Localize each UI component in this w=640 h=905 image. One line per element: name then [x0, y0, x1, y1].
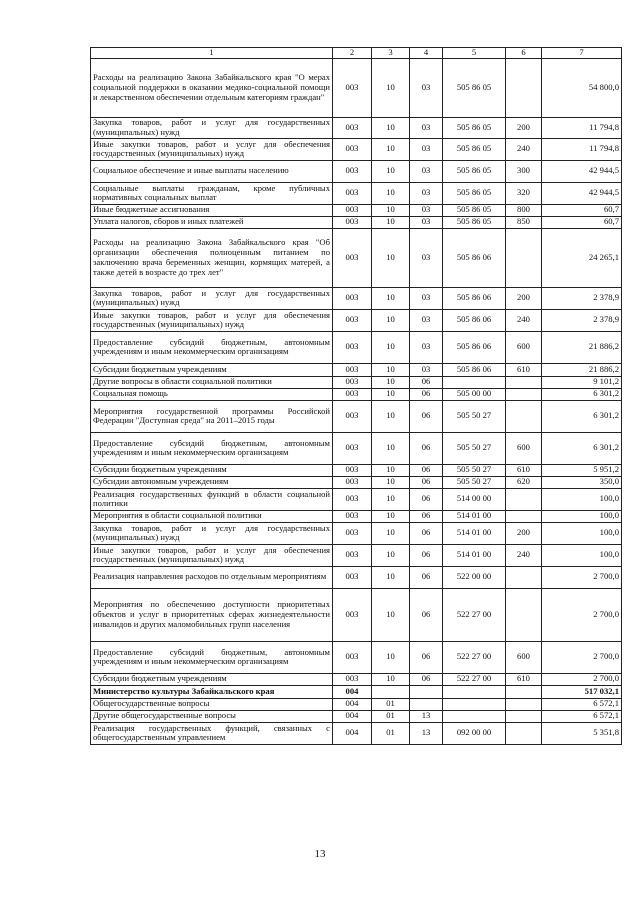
cell-subsection-code: 06: [410, 673, 443, 685]
table-row: [91, 522, 622, 544]
cell-target-article: [443, 685, 506, 698]
cell-amount: 6 301,2: [542, 388, 622, 400]
header-row: [91, 48, 622, 59]
cell-section-code: 10: [372, 544, 410, 566]
column-header: 1: [91, 48, 333, 59]
table-row: [91, 432, 622, 464]
column-header: 2: [333, 48, 372, 59]
row-name: Предоставление субсидий бюджетным, автономным учреждениям и иным некоммерческим организациям: [91, 331, 333, 363]
cell-amount: 11 794,8: [542, 117, 622, 138]
cell-subsection-code: 06: [410, 388, 443, 400]
table-row: [91, 138, 622, 160]
cell-target-article: 505 50 27: [443, 400, 506, 432]
cell-expense-type: [506, 228, 542, 287]
cell-section-code: 01: [372, 722, 410, 744]
row-name: Социальная помощь: [91, 388, 333, 400]
cell-subsection-code: 03: [410, 182, 443, 204]
cell-target-article: 505 86 05: [443, 160, 506, 182]
cell-expense-type: [506, 722, 542, 744]
row-name: Реализация государственных функций в области социальной политики: [91, 488, 333, 510]
cell-target-article: 505 50 27: [443, 464, 506, 476]
row-name: Субсидии бюджетным учреждениям: [91, 464, 333, 476]
row-name: Иные закупки товаров, работ и услуг для обеспечения государственных (муниципальных) нужд: [91, 544, 333, 566]
cell-ministry-code: 004: [333, 722, 372, 744]
cell-expense-type: [506, 488, 542, 510]
cell-subsection-code: 03: [410, 287, 443, 309]
cell-section-code: 10: [372, 58, 410, 117]
cell-amount: 42 944,5: [542, 182, 622, 204]
table-row: [91, 216, 622, 228]
cell-section-code: 10: [372, 566, 410, 588]
row-name: Расходы на реализацию Закона Забайкальского края "О мерах социальной поддержки в оказании медико-социальной помощи и лекарственном обеспечении отдельным категориям граждан": [91, 58, 333, 117]
cell-amount: 6 572,1: [542, 710, 622, 722]
table-row: [91, 476, 622, 488]
cell-amount: 11 794,8: [542, 138, 622, 160]
cell-expense-type: [506, 566, 542, 588]
table-row: [91, 544, 622, 566]
cell-ministry-code: 003: [333, 363, 372, 376]
row-name: Иные бюджетные ассигнования: [91, 204, 333, 216]
cell-amount: 60,7: [542, 216, 622, 228]
cell-target-article: 514 01 00: [443, 510, 506, 522]
row-name: Субсидии автономным учреждениям: [91, 476, 333, 488]
row-name: Иные закупки товаров, работ и услуг для обеспечения государственных (муниципальных) нужд: [91, 138, 333, 160]
table-row: [91, 673, 622, 685]
cell-amount: 21 886,2: [542, 331, 622, 363]
cell-subsection-code: 06: [410, 476, 443, 488]
cell-subsection-code: 06: [410, 400, 443, 432]
cell-section-code: 10: [372, 588, 410, 641]
cell-target-article: 092 00 00: [443, 722, 506, 744]
cell-section-code: 10: [372, 476, 410, 488]
cell-subsection-code: 06: [410, 566, 443, 588]
cell-expense-type: 200: [506, 117, 542, 138]
table-row: [91, 331, 622, 363]
row-name: Уплата налогов, сборов и иных платежей: [91, 216, 333, 228]
cell-section-code: 10: [372, 376, 410, 388]
cell-section-code: 10: [372, 138, 410, 160]
cell-subsection-code: 13: [410, 710, 443, 722]
cell-subsection-code: 06: [410, 376, 443, 388]
row-name: Министерство культуры Забайкальского края: [91, 685, 333, 698]
cell-amount: 60,7: [542, 204, 622, 216]
cell-target-article: 505 86 06: [443, 363, 506, 376]
cell-section-code: 10: [372, 432, 410, 464]
cell-ministry-code: 003: [333, 510, 372, 522]
row-name: Мероприятия в области социальной политики: [91, 510, 333, 522]
cell-subsection-code: 03: [410, 138, 443, 160]
row-name: Другие вопросы в области социальной политики: [91, 376, 333, 388]
cell-target-article: 522 27 00: [443, 641, 506, 673]
cell-target-article: 505 86 05: [443, 216, 506, 228]
cell-expense-type: [506, 588, 542, 641]
cell-ministry-code: 003: [333, 522, 372, 544]
table-row: [91, 204, 622, 216]
cell-target-article: 505 86 05: [443, 204, 506, 216]
table-row: [91, 641, 622, 673]
cell-subsection-code: 03: [410, 58, 443, 117]
row-name: Предоставление субсидий бюджетным, автономным учреждениям и иным некоммерческим организациям: [91, 641, 333, 673]
table-row: [91, 588, 622, 641]
cell-ministry-code: 003: [333, 544, 372, 566]
cell-ministry-code: 003: [333, 182, 372, 204]
cell-expense-type: 240: [506, 138, 542, 160]
cell-expense-type: [506, 58, 542, 117]
cell-expense-type: 850: [506, 216, 542, 228]
row-name: Расходы на реализацию Закона Забайкальского края "Об организации обеспечения полноценным питанием по заключению врача беременных женщин, кормящих матерей, а также детей в возрасте до трех лет": [91, 228, 333, 287]
cell-ministry-code: 003: [333, 588, 372, 641]
cell-subsection-code: 03: [410, 331, 443, 363]
row-name: Закупка товаров, работ и услуг для государственных (муниципальных) нужд: [91, 522, 333, 544]
cell-amount: 100,0: [542, 510, 622, 522]
cell-amount: 517 032,1: [542, 685, 622, 698]
cell-section-code: 10: [372, 400, 410, 432]
table-row: [91, 722, 622, 744]
cell-expense-type: 320: [506, 182, 542, 204]
cell-subsection-code: 06: [410, 464, 443, 476]
cell-subsection-code: 06: [410, 488, 443, 510]
table-row: [91, 309, 622, 331]
cell-ministry-code: 004: [333, 710, 372, 722]
cell-subsection-code: 06: [410, 522, 443, 544]
cell-subsection-code: 03: [410, 228, 443, 287]
cell-target-article: 522 27 00: [443, 588, 506, 641]
cell-expense-type: [506, 510, 542, 522]
cell-target-article: 505 00 00: [443, 388, 506, 400]
cell-target-article: 505 86 05: [443, 58, 506, 117]
row-name: Закупка товаров, работ и услуг для государственных (муниципальных) нужд: [91, 287, 333, 309]
cell-amount: 21 886,2: [542, 363, 622, 376]
cell-amount: 6 301,2: [542, 400, 622, 432]
cell-ministry-code: 003: [333, 331, 372, 363]
cell-section-code: 10: [372, 182, 410, 204]
cell-subsection-code: [410, 685, 443, 698]
cell-ministry-code: 003: [333, 432, 372, 464]
cell-target-article: 505 86 05: [443, 182, 506, 204]
cell-ministry-code: 003: [333, 566, 372, 588]
cell-expense-type: [506, 685, 542, 698]
cell-amount: 5 951,2: [542, 464, 622, 476]
cell-ministry-code: 003: [333, 138, 372, 160]
cell-target-article: 505 50 27: [443, 476, 506, 488]
table-row: [91, 400, 622, 432]
cell-amount: 2 378,9: [542, 287, 622, 309]
row-name: Социальное обеспечение и иные выплаты населению: [91, 160, 333, 182]
table-row: [91, 287, 622, 309]
cell-ministry-code: 003: [333, 376, 372, 388]
cell-target-article: [443, 376, 506, 388]
table-row: [91, 566, 622, 588]
row-name: Субсидии бюджетным учреждениям: [91, 363, 333, 376]
table-body: [91, 48, 622, 745]
cell-section-code: 10: [372, 228, 410, 287]
cell-target-article: 505 86 05: [443, 117, 506, 138]
cell-ministry-code: 003: [333, 673, 372, 685]
cell-amount: 2 700,0: [542, 673, 622, 685]
cell-target-article: 505 86 06: [443, 309, 506, 331]
cell-subsection-code: 03: [410, 309, 443, 331]
cell-section-code: 10: [372, 510, 410, 522]
cell-amount: 350,0: [542, 476, 622, 488]
cell-amount: 2 700,0: [542, 641, 622, 673]
cell-section-code: 10: [372, 204, 410, 216]
table-row: [91, 488, 622, 510]
cell-subsection-code: 06: [410, 510, 443, 522]
cell-subsection-code: 06: [410, 544, 443, 566]
table-row: [91, 464, 622, 476]
table-row: [91, 117, 622, 138]
cell-ministry-code: 003: [333, 228, 372, 287]
table-row: [91, 388, 622, 400]
cell-amount: 2 700,0: [542, 588, 622, 641]
cell-ministry-code: 003: [333, 641, 372, 673]
cell-target-article: 522 27 00: [443, 673, 506, 685]
cell-expense-type: 300: [506, 160, 542, 182]
cell-target-article: 505 86 06: [443, 228, 506, 287]
cell-subsection-code: 06: [410, 588, 443, 641]
cell-section-code: 01: [372, 710, 410, 722]
table-row: [91, 182, 622, 204]
cell-section-code: 10: [372, 464, 410, 476]
table-row: [91, 160, 622, 182]
cell-subsection-code: 03: [410, 160, 443, 182]
cell-expense-type: [506, 400, 542, 432]
cell-subsection-code: 03: [410, 204, 443, 216]
cell-expense-type: 600: [506, 331, 542, 363]
cell-target-article: 505 86 06: [443, 287, 506, 309]
cell-subsection-code: 06: [410, 432, 443, 464]
cell-section-code: 10: [372, 488, 410, 510]
row-name: Общегосударственные вопросы: [91, 698, 333, 710]
row-name: Мероприятия по обеспечению доступности приоритетных объектов и услуг в приоритетных сферах жизнедеятельности инвалидов и других маломобильных групп населения: [91, 588, 333, 641]
cell-subsection-code: 13: [410, 722, 443, 744]
cell-section-code: 10: [372, 388, 410, 400]
table-row: [91, 710, 622, 722]
cell-target-article: [443, 698, 506, 710]
cell-amount: 100,0: [542, 488, 622, 510]
cell-ministry-code: 003: [333, 160, 372, 182]
cell-section-code: 10: [372, 363, 410, 376]
cell-expense-type: 240: [506, 544, 542, 566]
table-row: [91, 510, 622, 522]
cell-section-code: 10: [372, 331, 410, 363]
cell-section-code: 10: [372, 673, 410, 685]
cell-expense-type: 610: [506, 363, 542, 376]
cell-ministry-code: 003: [333, 216, 372, 228]
cell-target-article: 514 00 00: [443, 488, 506, 510]
cell-expense-type: [506, 710, 542, 722]
cell-amount: 6 572,1: [542, 698, 622, 710]
cell-ministry-code: 003: [333, 287, 372, 309]
cell-target-article: [443, 710, 506, 722]
budget-table: [90, 47, 622, 745]
cell-expense-type: 600: [506, 641, 542, 673]
cell-section-code: 01: [372, 698, 410, 710]
column-header: 3: [372, 48, 410, 59]
cell-section-code: 10: [372, 309, 410, 331]
page-number: 13: [314, 848, 326, 860]
row-name: Реализация направления расходов по отдельным мероприятиям: [91, 566, 333, 588]
cell-expense-type: [506, 388, 542, 400]
cell-amount: 9 101,2: [542, 376, 622, 388]
table-row: [91, 58, 622, 117]
row-name: Мероприятия государственной программы Российской Федерации "Доступная среда" на 2011–2015 годы: [91, 400, 333, 432]
cell-section-code: 10: [372, 216, 410, 228]
cell-expense-type: 610: [506, 673, 542, 685]
cell-subsection-code: 06: [410, 641, 443, 673]
cell-ministry-code: 003: [333, 58, 372, 117]
table-row: [91, 698, 622, 710]
cell-amount: 100,0: [542, 544, 622, 566]
cell-section-code: [372, 685, 410, 698]
cell-ministry-code: 004: [333, 685, 372, 698]
row-name: Предоставление субсидий бюджетным, автономным учреждениям и иным некоммерческим организациям: [91, 432, 333, 464]
cell-amount: 42 944,5: [542, 160, 622, 182]
cell-target-article: 505 86 06: [443, 331, 506, 363]
column-header: 4: [410, 48, 443, 59]
row-name: Иные закупки товаров, работ и услуг для обеспечения государственных (муниципальных) нужд: [91, 309, 333, 331]
cell-ministry-code: 003: [333, 464, 372, 476]
cell-subsection-code: 03: [410, 216, 443, 228]
cell-expense-type: 600: [506, 432, 542, 464]
cell-target-article: 522 00 00: [443, 566, 506, 588]
cell-section-code: 10: [372, 522, 410, 544]
row-name: Субсидии бюджетным учреждениям: [91, 673, 333, 685]
cell-ministry-code: 003: [333, 204, 372, 216]
cell-amount: 6 301,2: [542, 432, 622, 464]
cell-target-article: 514 01 00: [443, 522, 506, 544]
table-row: [91, 376, 622, 388]
cell-expense-type: 200: [506, 522, 542, 544]
cell-target-article: 505 86 05: [443, 138, 506, 160]
cell-ministry-code: 004: [333, 698, 372, 710]
cell-subsection-code: 03: [410, 363, 443, 376]
table-row: [91, 228, 622, 287]
cell-expense-type: 620: [506, 476, 542, 488]
table-row: [91, 363, 622, 376]
cell-target-article: 514 01 00: [443, 544, 506, 566]
cell-section-code: 10: [372, 287, 410, 309]
cell-ministry-code: 003: [333, 309, 372, 331]
cell-subsection-code: 03: [410, 117, 443, 138]
cell-ministry-code: 003: [333, 117, 372, 138]
cell-subsection-code: [410, 698, 443, 710]
row-name: Социальные выплаты гражданам, кроме публичных нормативных социальных выплат: [91, 182, 333, 204]
row-name: Другие общегосударственные вопросы: [91, 710, 333, 722]
cell-ministry-code: 003: [333, 476, 372, 488]
table-row: [91, 685, 622, 698]
cell-section-code: 10: [372, 641, 410, 673]
column-header: 6: [506, 48, 542, 59]
cell-expense-type: 240: [506, 309, 542, 331]
cell-amount: 2 700,0: [542, 566, 622, 588]
cell-expense-type: 800: [506, 204, 542, 216]
cell-expense-type: [506, 376, 542, 388]
cell-expense-type: [506, 698, 542, 710]
cell-expense-type: 200: [506, 287, 542, 309]
cell-target-article: 505 50 27: [443, 432, 506, 464]
row-name: Закупка товаров, работ и услуг для государственных (муниципальных) нужд: [91, 117, 333, 138]
cell-amount: 2 378,9: [542, 309, 622, 331]
cell-section-code: 10: [372, 160, 410, 182]
cell-section-code: 10: [372, 117, 410, 138]
cell-ministry-code: 003: [333, 488, 372, 510]
cell-expense-type: 610: [506, 464, 542, 476]
cell-ministry-code: 003: [333, 400, 372, 432]
cell-amount: 54 800,0: [542, 58, 622, 117]
column-header: 7: [542, 48, 622, 59]
cell-amount: 100,0: [542, 522, 622, 544]
cell-amount: 24 265,1: [542, 228, 622, 287]
row-name: Реализация государственных функций, связанных с общегосударственным управлением: [91, 722, 333, 744]
column-header: 5: [443, 48, 506, 59]
cell-amount: 5 351,8: [542, 722, 622, 744]
cell-ministry-code: 003: [333, 388, 372, 400]
